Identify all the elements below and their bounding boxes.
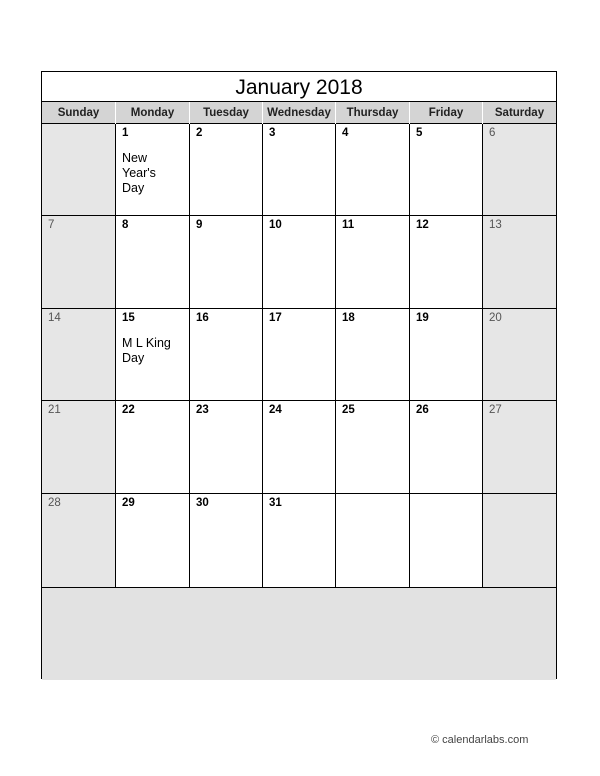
- day-cell: [409, 216, 482, 309]
- day-number: 21: [48, 404, 61, 416]
- day-cell: [335, 309, 409, 401]
- day-number: 28: [48, 497, 61, 509]
- day-number: 16: [196, 312, 209, 324]
- day-grid: [42, 124, 556, 588]
- day-number: 15: [122, 312, 135, 324]
- day-cell: [335, 494, 409, 588]
- day-cell: [115, 309, 189, 401]
- day-cell: [42, 494, 115, 588]
- day-cell: [335, 124, 409, 216]
- day-number: 11: [342, 219, 355, 231]
- day-cell: [262, 401, 335, 494]
- day-number: 10: [269, 219, 282, 231]
- day-cell: [482, 216, 556, 309]
- day-number: 27: [489, 404, 502, 416]
- day-cell: [42, 401, 115, 494]
- day-number: 4: [342, 127, 349, 139]
- holiday-label: M L King Day: [122, 336, 171, 365]
- day-number: 19: [416, 312, 429, 324]
- day-number: 9: [196, 219, 203, 231]
- day-cell: [189, 494, 262, 588]
- day-number: 23: [196, 404, 209, 416]
- day-cell: [262, 309, 335, 401]
- calendar-title: January 2018: [42, 72, 556, 102]
- day-number: 31: [269, 497, 282, 509]
- day-cell: [189, 124, 262, 216]
- day-number: 14: [48, 312, 61, 324]
- day-cell: [115, 401, 189, 494]
- day-cell: [409, 401, 482, 494]
- day-cell: [482, 309, 556, 401]
- day-number: 29: [122, 497, 135, 509]
- calendar: [41, 71, 557, 679]
- weekday-sunday: Sunday: [57, 107, 100, 119]
- day-cell: [115, 124, 189, 216]
- day-cell: [482, 401, 556, 494]
- day-number: 30: [196, 497, 209, 509]
- day-cell: [482, 124, 556, 216]
- day-number: 8: [122, 219, 129, 231]
- weekday-header-row: [42, 102, 556, 124]
- weekday-friday: Friday: [409, 102, 482, 124]
- day-cell: [115, 216, 189, 309]
- weekday-thursday: Thursday: [335, 102, 409, 124]
- notes-area: [42, 588, 556, 680]
- day-cell: [189, 309, 262, 401]
- day-number: 6: [489, 127, 496, 139]
- day-number: 12: [416, 219, 429, 231]
- day-number: 24: [269, 404, 282, 416]
- day-cell: [189, 216, 262, 309]
- day-cell: [189, 401, 262, 494]
- day-cell: [335, 401, 409, 494]
- day-cell: [482, 494, 556, 588]
- day-number: 3: [269, 127, 276, 139]
- day-number: 25: [342, 404, 355, 416]
- day-number: 7: [48, 219, 55, 231]
- weekday-monday: Monday: [115, 102, 189, 124]
- day-cell: [42, 309, 115, 401]
- day-cell: [335, 216, 409, 309]
- day-cell: [262, 216, 335, 309]
- day-number: 17: [269, 312, 282, 324]
- day-number: 20: [489, 312, 502, 324]
- day-cell: [262, 494, 335, 588]
- day-number: 2: [196, 127, 203, 139]
- day-number: 1: [122, 127, 129, 139]
- day-number: 22: [122, 404, 135, 416]
- weekday-saturday: Saturday: [482, 102, 556, 124]
- day-cell: [115, 494, 189, 588]
- day-cell: [409, 494, 482, 588]
- day-cell: [262, 124, 335, 216]
- day-cell: [42, 124, 115, 216]
- day-cell: [42, 216, 115, 309]
- day-number: 18: [342, 312, 355, 324]
- holiday-label: New Year's Day: [122, 151, 156, 195]
- copyright-footer: © calendarlabs.com: [431, 734, 529, 746]
- weekday-wednesday: Wednesday: [262, 102, 335, 124]
- day-cell: [409, 309, 482, 401]
- day-number: 5: [416, 127, 423, 139]
- day-number: 26: [416, 404, 429, 416]
- weekday-tuesday: Tuesday: [189, 102, 262, 124]
- day-number: 13: [489, 219, 502, 231]
- day-cell: [409, 124, 482, 216]
